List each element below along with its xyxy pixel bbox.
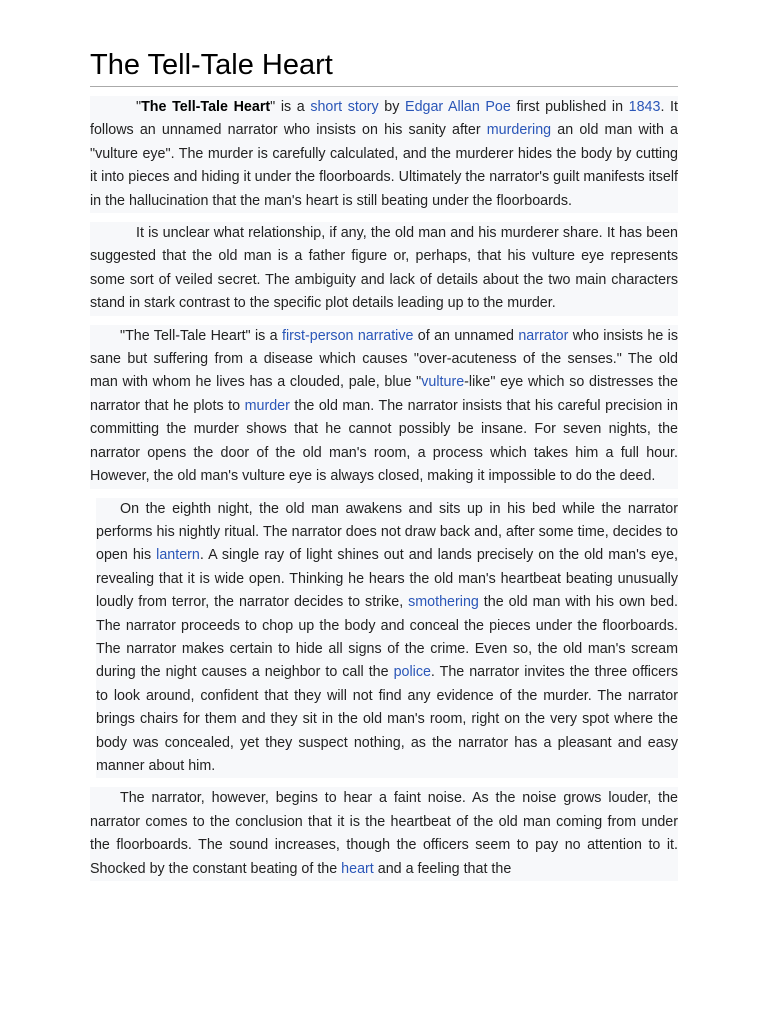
paragraph-intro (90, 96, 678, 213)
text-run: " (136, 99, 142, 115)
text-run: . The narrator invites the three officers to look around, confident that they will not find any evidence of the murder. The narrator brings chairs for them and they sit in the old man's room, right on the very spot where the body was concealed, yet they suspect nothing, as the narrator has a pleasant and easy manner about him. (96, 664, 678, 774)
text-run: -like" eye which so distresses the narrator that he plots to (90, 374, 678, 414)
link-smothering[interactable]: smothering (408, 594, 479, 611)
link-edgar-allan-poe[interactable]: Edgar Allan Poe (405, 99, 511, 115)
text-run: who insists he is sane but suffering from a disease which causes "over-acuteness of the senses." The old man with whom he lives has a clouded, pale, blue " (90, 327, 678, 391)
link-short-story[interactable]: short story (310, 99, 379, 115)
text-run: " is a (270, 99, 311, 115)
text-run: "The Tell-Tale Heart" is a (120, 327, 282, 344)
text-run: the old man with his own bed. The narrator proceeds to chop up the body and conceal the pieces under the floorboards. The narrator makes certain to hide all signs of the crime. Even so, the old man's scream during the night causes a neighbor to call the (96, 594, 678, 681)
paragraph-plot-summary (90, 325, 678, 489)
link-first-person-narrative[interactable]: first-person narrative (281, 327, 414, 344)
text-run: of an unnamed (413, 327, 519, 344)
text-run: an old man with a "vulture eye". The murder is carefully calculated, and the murderer hides the body by cutting it into pieces and hiding it under the floorboards. Ultimately the narrator's guilt manifests itself in the hallucination that the man's heart is still beating under the floorboards. (90, 122, 679, 209)
link-heart[interactable]: heart (341, 860, 374, 877)
link-vulture[interactable]: vulture (421, 374, 465, 391)
text-run: and a feeling that the (373, 860, 512, 877)
link-murder[interactable]: murder (244, 397, 290, 414)
page-title: The Tell-Tale Heart (90, 46, 678, 87)
article (90, 46, 678, 881)
text-run: On the eighth night, the old man awakens and sits up in his bed while the narrator performs his nightly ritual. The narrator does not draw back and, after some time, decides to open his (96, 500, 678, 564)
link-1843[interactable]: 1843 (628, 99, 661, 115)
link-murdering[interactable]: murdering (486, 122, 552, 139)
text-run: The narrator, however, begins to hear a faint noise. As the noise grows louder, the narrator comes to the conclusion that it is the heartbeat of the old man coming from under the floorboards. The sound increases, though the officers seem to pay no attention to it. Shocked by the constant beating of the (90, 790, 678, 877)
text-run: . It follows an unnamed narrator who insists on his sanity after (90, 99, 678, 139)
paragraph-faint-noise (90, 787, 678, 881)
text-run: first published in (510, 99, 629, 115)
link-police[interactable]: police (393, 664, 431, 681)
text-run: by (378, 99, 406, 115)
link-lantern[interactable]: lantern (156, 547, 200, 564)
text-run: . A single ray of light shines out and lands precisely on the old man's eye, revealing that it is wide open. Thinking he hears the old man's heartbeat beating unusually loudly from terror, the narrator decides to strike, (96, 547, 679, 611)
bold-title: The Tell-Tale Heart (141, 99, 271, 115)
link-narrator[interactable]: narrator (518, 327, 569, 344)
paragraph-relationship: It is unclear what relationship, if any, the old man and his murderer share. It has been suggested that the old man is a father figure or, perhaps, that his vulture eye represents some sort of veiled secret. The ambiguity and lack of details about the two main characters stand in stark contrast to the specific plot details leading up to the murder. (90, 222, 678, 316)
text-run: the old man. The narrator insists that his careful precision in committing the murder shows that he cannot possibly be insane. For seven nights, the narrator opens the door of the old man's room, a process which takes him a full hour. However, the old man's vulture eye is always closed, making it impossible to do the deed. (90, 397, 679, 485)
paragraph-eighth-night (96, 498, 678, 779)
